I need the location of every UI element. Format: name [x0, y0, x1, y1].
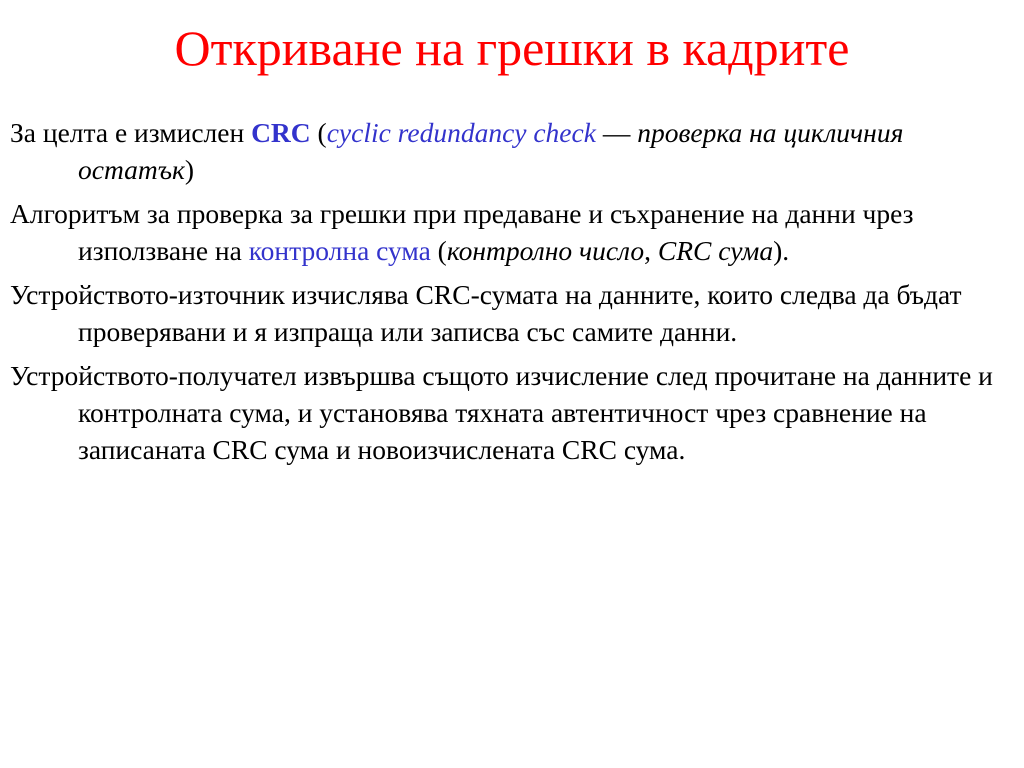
crc-bulgarian-translation: проверка на цикличния остатък [78, 117, 904, 185]
checksum-alias-1: контролно число [446, 235, 645, 266]
p2-text-4: ). [773, 235, 790, 266]
p2-text-1: Алгоритъм за проверка за грешки при предаване и съхранение на данни чрез използване на [10, 198, 914, 266]
paragraph-algorithm [10, 195, 1014, 269]
slide-title: Откриване на грешки в кадрите [174, 20, 850, 76]
p1-text-4: ) [184, 154, 195, 185]
checksum-alias-2: CRC сума [657, 235, 774, 266]
p1-text-1: За целта е измислен [10, 117, 252, 148]
crc-term: CRC [251, 117, 311, 148]
p1-text-3: — [595, 117, 638, 148]
p2-text-2: ( [430, 235, 447, 266]
crc-english-expansion: cyclic redundancy check [326, 117, 596, 148]
paragraph-receiver-device: Устройството-получател извършва същото изчисление след прочитане на данните и контролната сума, и установява тяхната автентичност чрез сравнение на записаната CRC сума и новоизчислената CRC сума. [10, 360, 993, 465]
p1-text-2: ( [310, 117, 327, 148]
checksum-term: контролна сума [248, 235, 431, 266]
slide-body [10, 114, 1014, 475]
p2-text-3: , [644, 235, 658, 266]
paragraph-source-device: Устройството-източник изчислява CRC-сумата на данните, които следва да бъдат проверявани и я изпраща или записва със самите данни. [10, 279, 962, 347]
paragraph-crc-definition [10, 114, 1014, 188]
